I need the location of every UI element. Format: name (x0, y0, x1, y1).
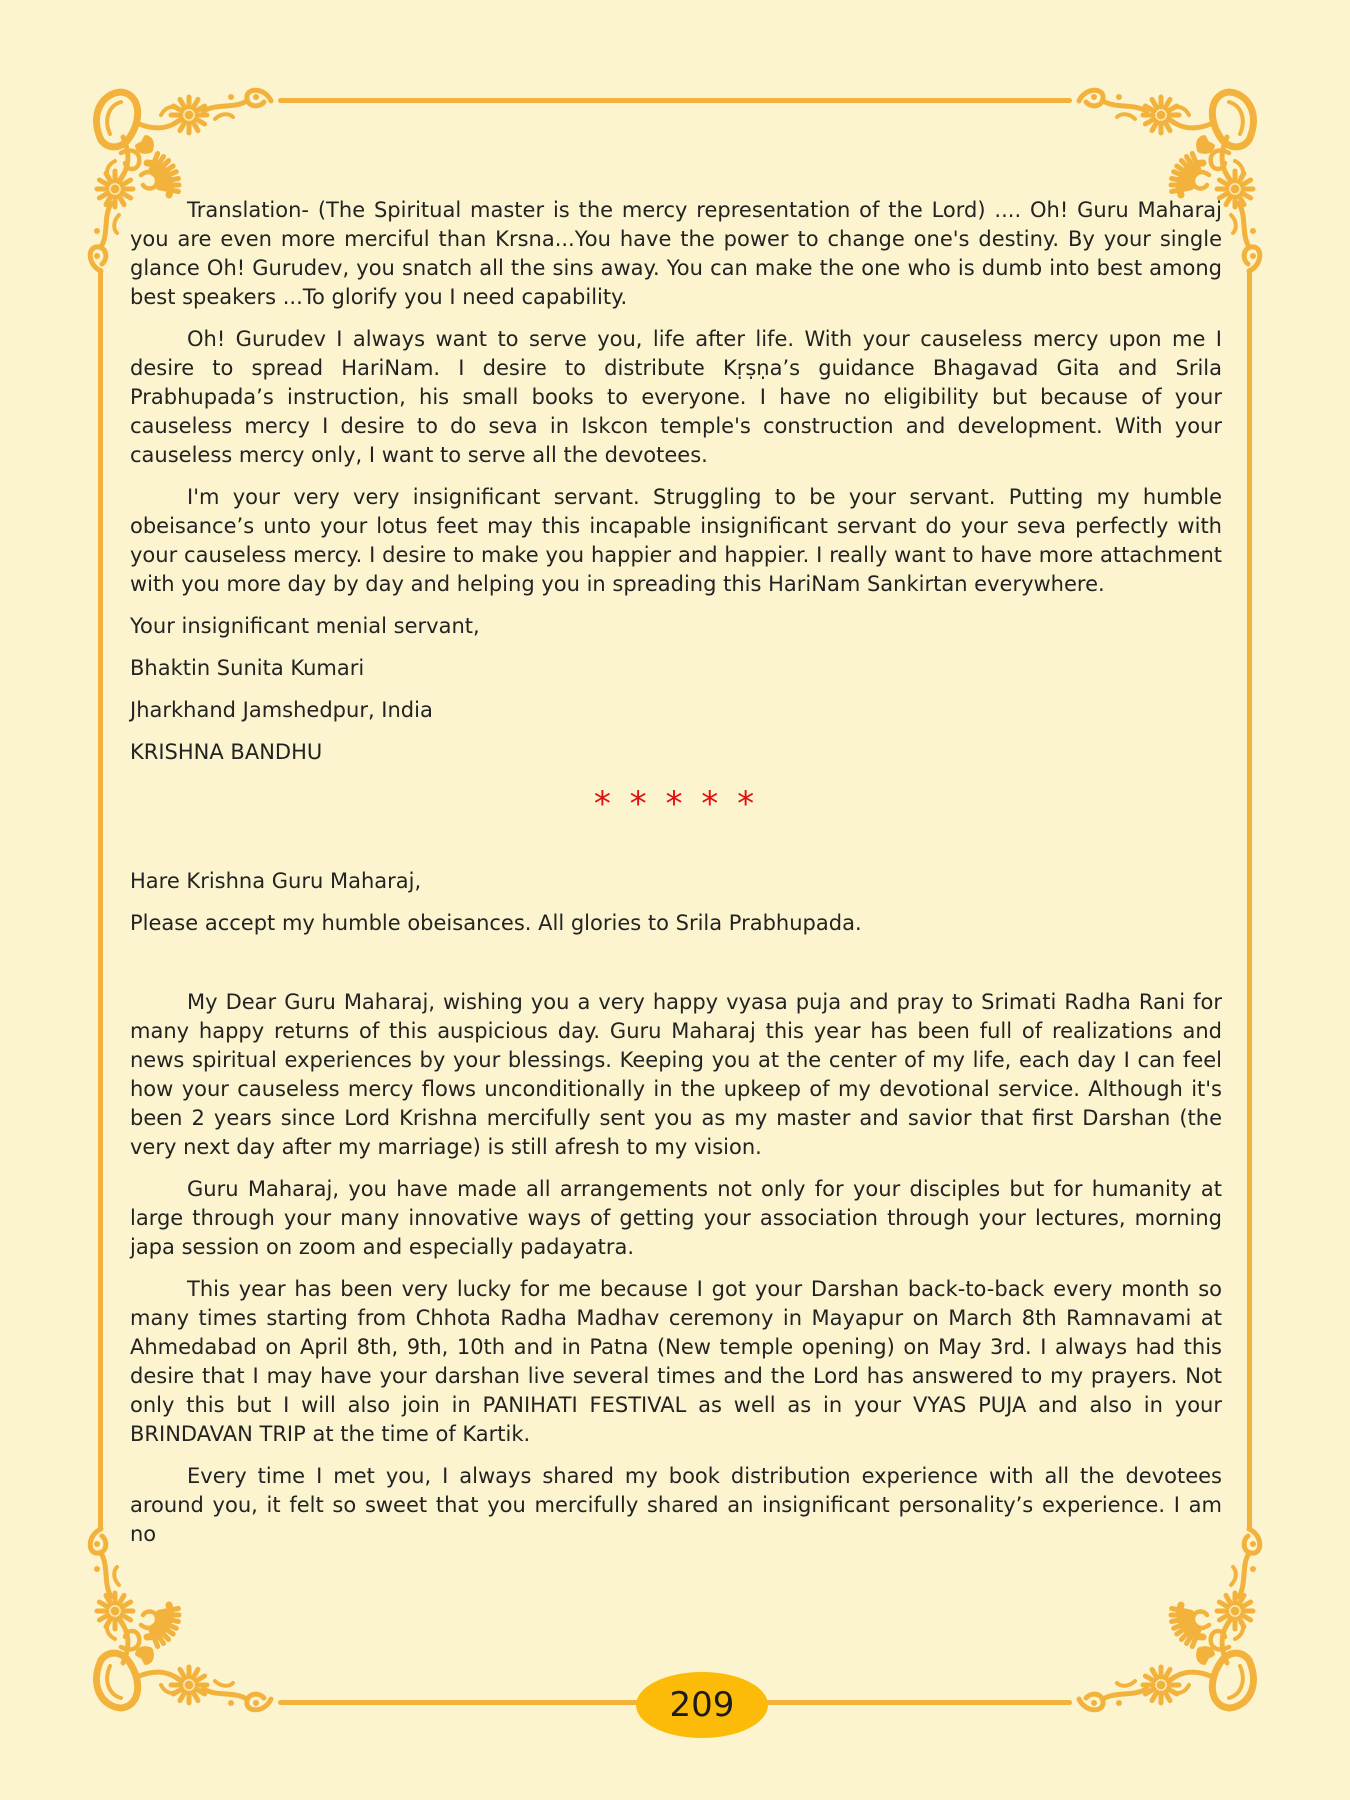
signature-line: Your insignificant menial servant, (130, 614, 480, 638)
frame-border-top (278, 98, 1072, 103)
frame-border-left (98, 268, 103, 1530)
paragraph-arrangements: Guru Maharaj, you have made all arrangements not only for your disciples but for humanity at large through your many innovative ways of getting your association through your lectures, morning japa session on zoom and especially padayatra. (130, 1177, 1222, 1259)
frame-border-right (1247, 268, 1252, 1530)
paragraph-translation: Translation- (The Spiritual master is the mercy representation of the Lord) .... Oh! Guru Maharaj you are even more merciful than Krsna...You have the power to change one's destiny. By your single glance Oh! Gurudev, you snatch all the sins away. You can make the one who is dumb into best among best speakers ...To glorify you I need capability. (130, 198, 1222, 309)
asterisk-separator: * * * * * (593, 784, 759, 824)
signature-name: Bhaktin Sunita Kumari (130, 656, 365, 680)
page-number: 209 (669, 1685, 735, 1725)
paragraph-mydear: My Dear Guru Maharaj, wishing you a very happy vyasa puja and pray to Srimati Radha Rani for many happy returns of this auspicious day. Guru Maharaj this year has been full of realizations and news spiritual experiences by your blessings. Keeping you at the center of my life, each day I can feel how your causeless mercy flows unconditionally in the upkeep of my devotional service. Although it's been 2 years since Lord Krishna mercifully sent you as my master and savior that first Darshan (the very next day after my marriage) is still afresh to my vision. (130, 990, 1222, 1159)
salutation: Hare Krishna Guru Maharaj, (130, 869, 422, 893)
paragraph-everytime: Every time I met you, I always shared my book distribution experience with all the devotees around you, it felt so sweet that you mercifully shared an insignificant personality’s experience. I am no (130, 1464, 1222, 1546)
obeisance-line: Please accept my humble obeisances. All glories to Srila Prabhupada. (130, 911, 862, 935)
signature-title: KRISHNA BANDHU (130, 740, 323, 764)
paragraph-gurudev: Oh! Gurudev I always want to serve you, life after life. With your causeless mercy upon me I desire to spread HariNam. I desire to distribute Kṛṣṇa’s guidance Bhagavad Gita and Srila Prabhupada’s instruction, his small books to everyone. I have no eligibility but because of your causeless mercy I desire to do seva in Iskcon temple's construction and development. With your causeless mercy only, I want to serve all the devotees. (130, 327, 1222, 467)
paragraph-servant: I'm your very very insignificant servant. Struggling to be your servant. Putting my humble obeisance’s unto your lotus feet may this incapable insignificant servant do your seva perfectly with your causeless mercy. I desire to make you happier and happier. I really want to have more attachment with you more day by day and helping you in spreading this HariNam Sankirtan everywhere. (130, 485, 1222, 596)
page-number-badge (636, 1672, 768, 1738)
paragraph-thisyear: This year has been very lucky for me because I got your Darshan back-to-back every month so many times starting from Chhota Radha Madhav ceremony in Mayapur on March 8th Ramnavami at Ahmedabad on April 8th, 9th, 10th and in Patna (New temple opening) on May 3rd. I always had this desire that I may have your darshan live several times and the Lord has answered to my prayers. Not only this but I will also join in PANIHATI FESTIVAL as well as in your VYAS PUJA and also in your BRINDAVAN TRIP at the time of Kartik. (130, 1277, 1222, 1446)
letter-content (130, 196, 1222, 1562)
signature-place: Jharkhand Jamshedpur, India (130, 698, 433, 722)
